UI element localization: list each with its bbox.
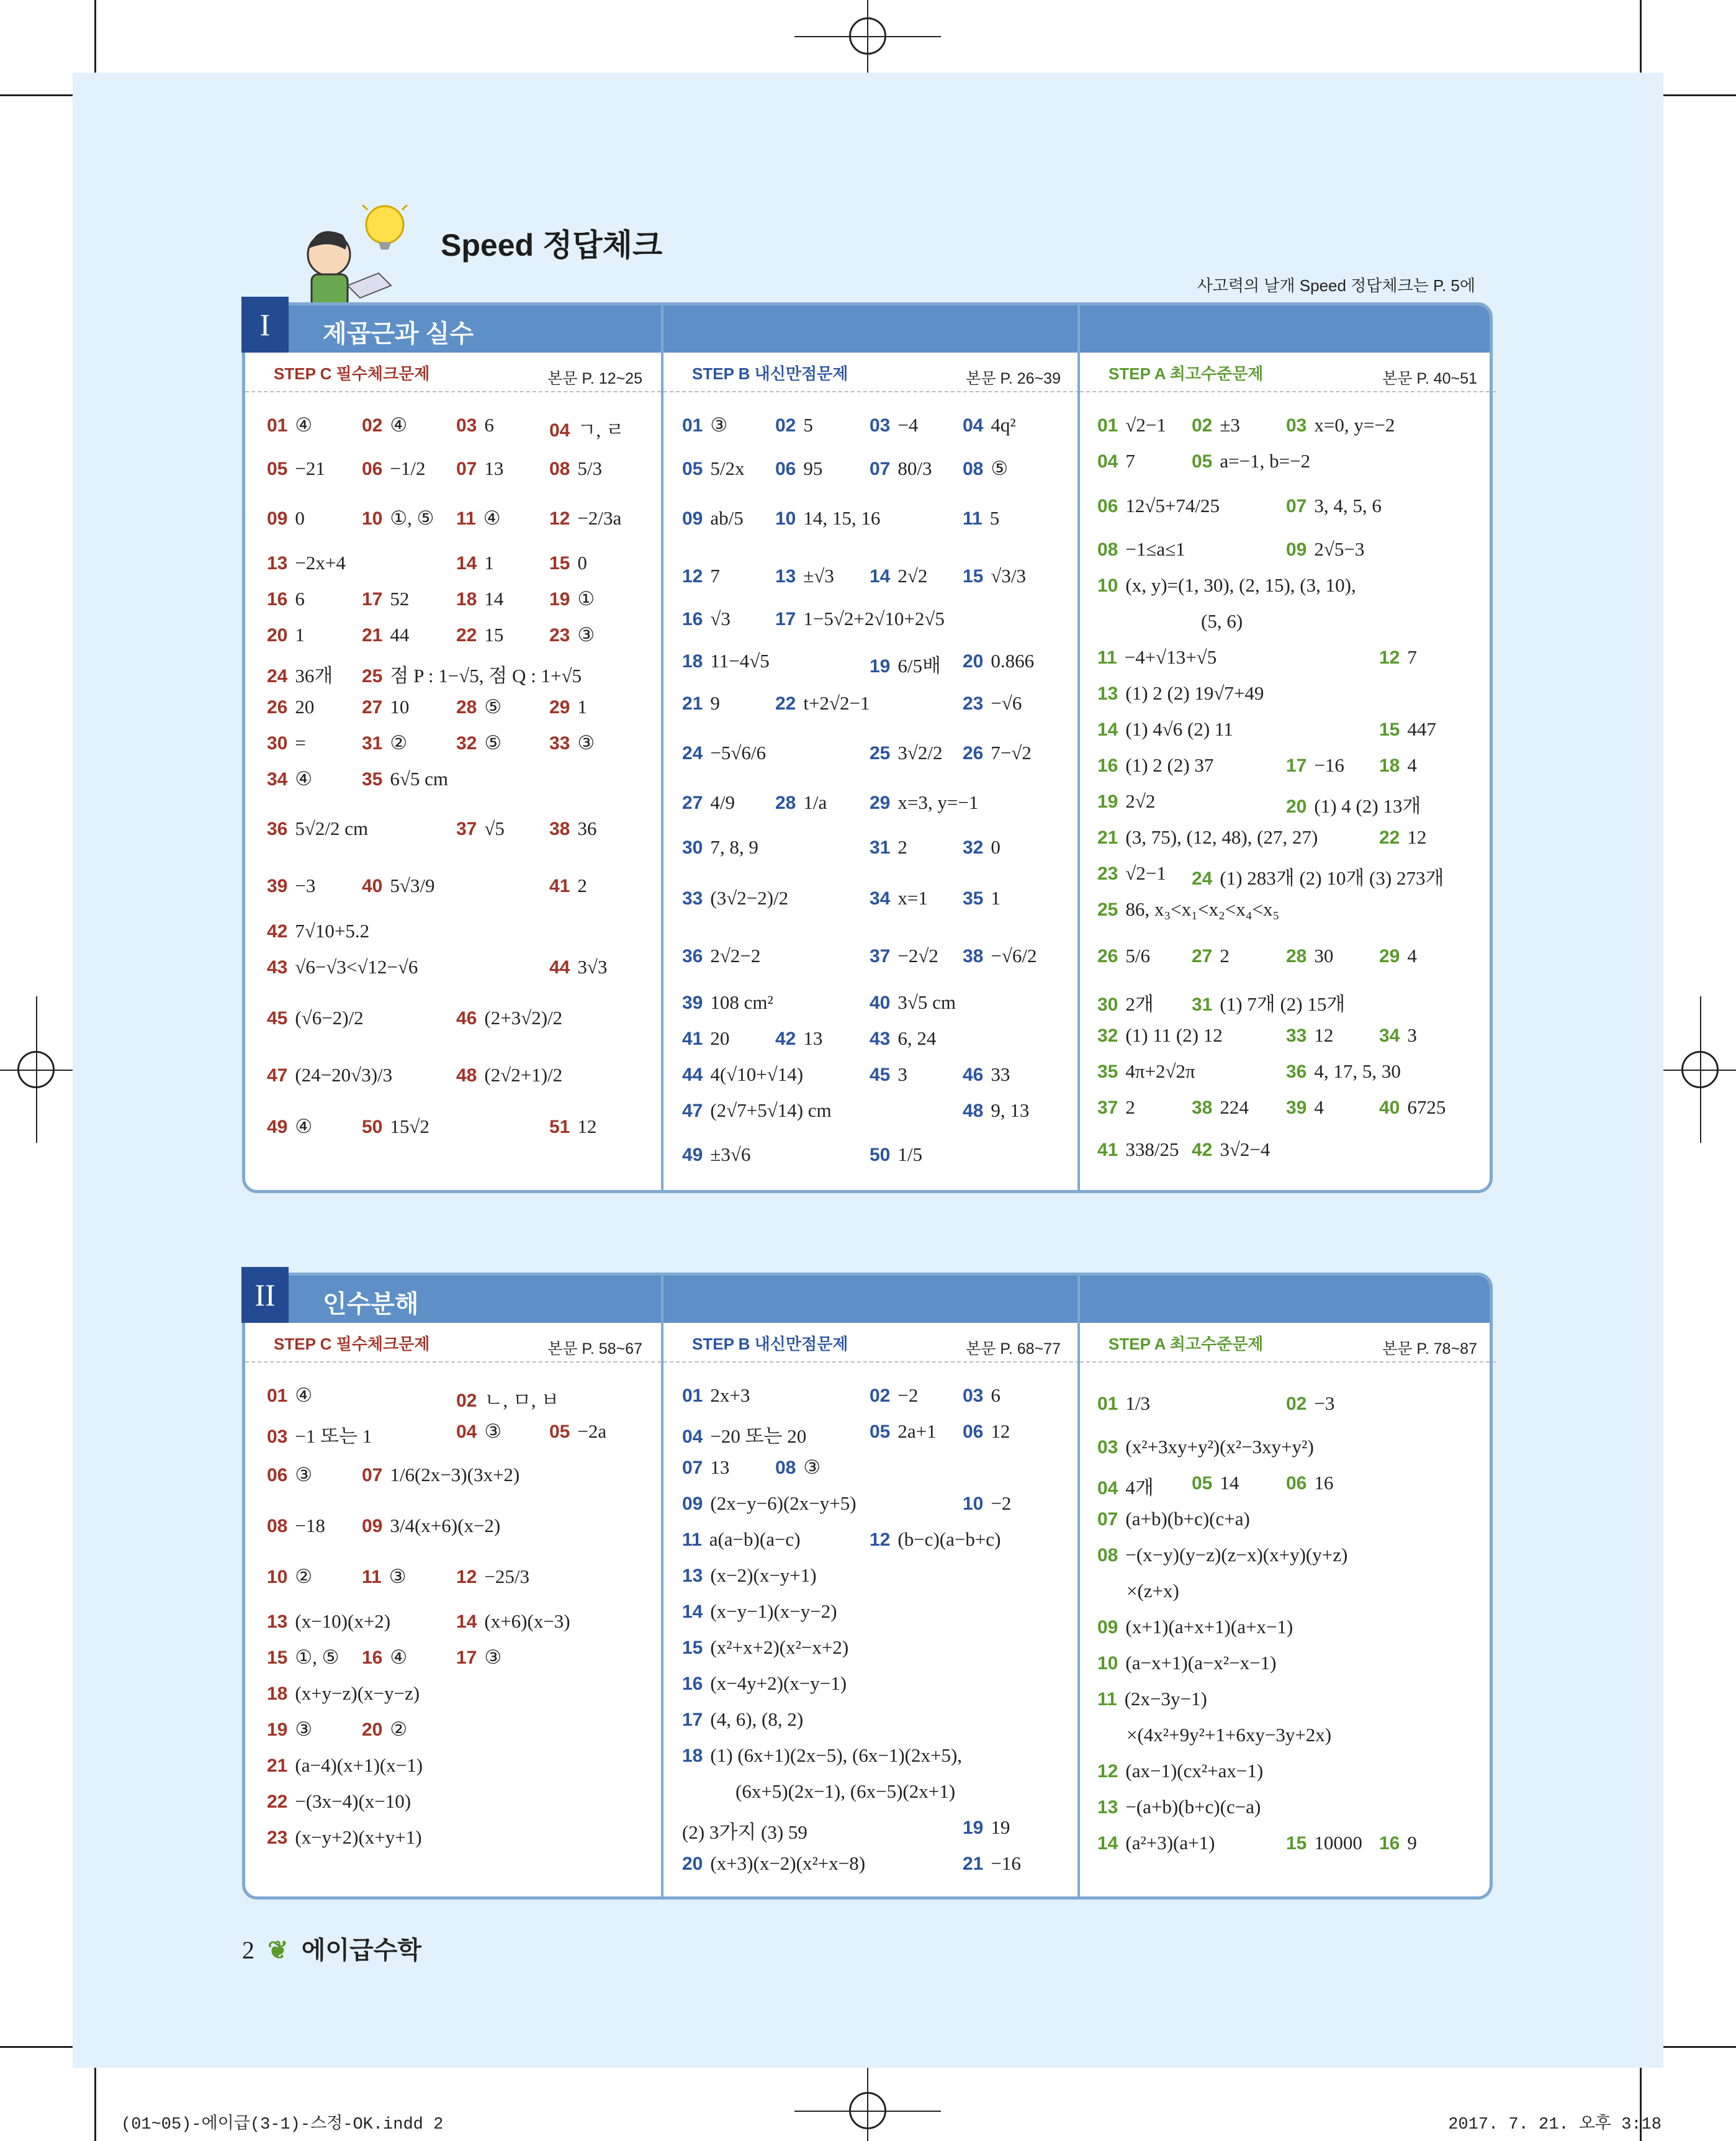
answer: (6x+5)(2x−1), (6x−5)(2x+1) xyxy=(735,1780,956,1802)
answer: 35 1 xyxy=(963,887,1001,909)
answer: 42 7√10+5.2 xyxy=(267,920,370,942)
answer: 08 −18 xyxy=(267,1515,325,1536)
answer: 39 108 cm² xyxy=(682,991,773,1013)
answer: 19 19 xyxy=(963,1816,1010,1838)
answer: 02 ㄴ, ㅁ, ㅂ xyxy=(456,1389,560,1411)
answer: 11 (2x−3y−1) xyxy=(1097,1688,1207,1710)
answer: 03 6 xyxy=(456,414,494,436)
page-ref: 본문 P. 68~77 xyxy=(966,1340,1061,1358)
answer: 04 ㄱ, ㄹ xyxy=(549,419,624,441)
answer: 14 (1) 4√6 (2) 11 xyxy=(1097,718,1233,740)
answer: 16 9 xyxy=(1379,1832,1417,1854)
answer: 17 −16 xyxy=(1286,754,1344,776)
answer: 20 1 xyxy=(267,624,305,646)
answer: (5, 6) xyxy=(1201,610,1243,632)
answer: 02 5 xyxy=(775,414,813,436)
answer: 14 2√2 xyxy=(870,565,928,587)
answer: 05 −2a xyxy=(549,1420,607,1442)
section-2-step-a xyxy=(1077,1276,1496,1896)
answer: 09 0 xyxy=(267,507,305,529)
answer: 21 (a−4)(x+1)(x−1) xyxy=(267,1754,423,1776)
answer: 14 (a²+3)(a+1) xyxy=(1097,1832,1215,1854)
answer: 20 (x+3)(x−2)(x²+x−8) xyxy=(682,1852,866,1874)
answer: 13 −2x+4 xyxy=(267,552,346,574)
page-ref: 본문 P. 58~67 xyxy=(547,1340,642,1358)
answer: 22 12 xyxy=(1379,826,1427,848)
section-2-numeral: II xyxy=(241,1267,289,1323)
page-ref: 본문 P. 78~87 xyxy=(1382,1340,1477,1358)
answer: 06 16 xyxy=(1286,1472,1334,1494)
answer: 43 6, 24 xyxy=(870,1027,937,1049)
answer: 09 2√5−3 xyxy=(1286,538,1365,560)
crop-mark xyxy=(94,2068,96,2141)
registration-line xyxy=(1700,996,1701,1143)
answer: 01 ④ xyxy=(267,414,313,436)
answer: 36 2√2−2 xyxy=(682,945,761,967)
answer: 25 3√2/2 xyxy=(870,742,943,764)
answer: 03 x=0, y=−2 xyxy=(1286,414,1395,436)
answer: 28 1/a xyxy=(775,791,827,813)
answer: 13 (x−2)(x−y+1) xyxy=(682,1564,817,1586)
answer: 30 7, 8, 9 xyxy=(682,836,758,858)
answer: 35 6√5 cm xyxy=(362,768,449,790)
answer: 18 (1) (6x+1)(2x−5), (6x−1)(2x+5), xyxy=(682,1744,963,1766)
answer: 05 a=−1, b=−2 xyxy=(1192,450,1311,472)
answer: 06 12√5+74/25 xyxy=(1097,495,1220,516)
answer: 24 (1) 283개 (2) 10개 (3) 273개 xyxy=(1192,867,1444,889)
answer: 45 (√6−2)/2 xyxy=(267,1007,364,1029)
answer: 38 224 xyxy=(1192,1096,1249,1118)
answer: 11 ③ xyxy=(362,1566,407,1587)
answer: 16 ④ xyxy=(362,1646,408,1668)
answer: 23 ③ xyxy=(549,624,595,646)
answer: 10 (x, y)=(1, 30), (2, 15), (3, 10), xyxy=(1097,574,1356,596)
answer: 18 11−4√5 xyxy=(682,650,770,672)
answer: 45 3 xyxy=(870,1063,907,1085)
crop-mark xyxy=(0,94,73,96)
answer: 29 x=3, y=−1 xyxy=(870,791,979,813)
answer: 16 √3 xyxy=(682,608,731,629)
answer: 27 10 xyxy=(362,696,410,718)
answer: 06 −1/2 xyxy=(362,457,426,479)
answer: 07 80/3 xyxy=(870,457,932,479)
column-header xyxy=(663,353,1079,392)
answer: 06 ③ xyxy=(267,1464,313,1485)
answer: 47 (2√7+5√14) cm xyxy=(682,1099,832,1121)
answer: (2) 3가지 (3) 59 xyxy=(682,1821,807,1843)
answer: 12 7 xyxy=(1379,646,1417,668)
answer: 31 (1) 7개 (2) 15개 xyxy=(1192,993,1346,1015)
answer: 51 12 xyxy=(549,1116,597,1137)
answer: 21 (3, 75), (12, 48), (27, 27) xyxy=(1097,826,1318,848)
answer: 31 2 xyxy=(870,836,907,858)
section-1-title: 제곱근과 실수 xyxy=(323,320,474,348)
answer: 08 ③ xyxy=(775,1456,821,1478)
answer: 10 ② xyxy=(267,1566,313,1587)
answer: 11 ④ xyxy=(456,507,501,529)
print-slug-file: (01~05)-에이급(3-1)-스정-OK.indd 2 xyxy=(121,2116,444,2134)
answer: 06 95 xyxy=(775,457,823,479)
answer: 50 1/5 xyxy=(870,1143,922,1165)
answer: 21 −16 xyxy=(963,1852,1021,1874)
answer: 13 −(a+b)(b+c)(c−a) xyxy=(1097,1796,1261,1818)
answer: 22 t+2√2−1 xyxy=(775,692,870,714)
answer: 23 −√6 xyxy=(963,692,1022,714)
answer: 33 (3√2−2)/2 xyxy=(682,887,789,909)
step-label: STEP B 내신만점문제 xyxy=(692,364,848,383)
registration-line xyxy=(867,0,868,73)
answer: 26 5/6 xyxy=(1097,945,1150,967)
answer: 07 13 xyxy=(456,457,504,479)
crop-mark xyxy=(1663,94,1736,96)
answer: 15 √3/3 xyxy=(963,565,1027,587)
answer: 19 ① xyxy=(549,588,595,610)
answer: 08 −(x−y)(y−z)(z−x)(x+y)(y+z) xyxy=(1097,1544,1348,1566)
answer: 02 −3 xyxy=(1286,1392,1335,1414)
answer: 19 2√2 xyxy=(1097,790,1156,812)
crop-mark xyxy=(0,2046,73,2048)
answer: 13 ±√3 xyxy=(775,565,834,587)
answer: 02 −2 xyxy=(870,1384,919,1406)
answer: 48 (2√2+1)/2 xyxy=(456,1064,563,1086)
answer: 19 ③ xyxy=(267,1718,313,1740)
answer: 49 ±3√6 xyxy=(682,1143,751,1165)
answer: 13 (x−10)(x+2) xyxy=(267,1610,391,1632)
registration-line xyxy=(36,996,37,1143)
answer: 20 ② xyxy=(362,1718,408,1740)
answer: 24 36개 xyxy=(267,665,333,687)
answer: 04 ③ xyxy=(456,1420,502,1442)
answer: 11 −4+√13+√5 xyxy=(1097,646,1217,668)
step-label: STEP B 내신만점문제 xyxy=(692,1335,848,1353)
answer: 29 4 xyxy=(1379,945,1417,967)
section-2-panel xyxy=(242,1273,1493,1900)
answer: 19 6/5배 xyxy=(870,655,941,677)
answer: 42 13 xyxy=(775,1027,823,1049)
answer: 41 2 xyxy=(549,875,587,896)
column-header xyxy=(245,353,661,392)
answer: 33 ③ xyxy=(549,732,595,754)
section-1-panel xyxy=(242,302,1493,1193)
answer: 02 ④ xyxy=(362,414,408,436)
answer: 08 5/3 xyxy=(549,457,602,479)
page-ref: 본문 P. 12~25 xyxy=(547,370,642,387)
answer: 10 (a−x+1)(a−x²−x−1) xyxy=(1097,1652,1277,1674)
answer: 28 ⑤ xyxy=(456,696,502,718)
answer: 46 33 xyxy=(963,1063,1010,1085)
answer: 12 7 xyxy=(682,565,720,587)
page-footer xyxy=(242,1931,421,1966)
answer: 06 12 xyxy=(963,1420,1010,1442)
answer: 03 −1 또는 1 xyxy=(267,1425,372,1447)
answer: 34 x=1 xyxy=(870,887,928,909)
answer: 14 (x−y−1)(x−y−2) xyxy=(682,1600,837,1622)
answer: 15 10000 xyxy=(1286,1832,1362,1854)
answer: 10 14, 15, 16 xyxy=(775,507,881,529)
answer: 23 (x−y+2)(x+y+1) xyxy=(267,1826,422,1848)
answer: 04 7 xyxy=(1097,450,1135,472)
answer: 41 20 xyxy=(682,1027,730,1049)
section-1-step-a xyxy=(1077,305,1496,1190)
answer: 25 점 P : 1−√5, 점 Q : 1+√5 xyxy=(362,665,582,687)
answer: 36 5√2/2 cm xyxy=(267,818,369,839)
answer: 30 2개 xyxy=(1097,993,1154,1015)
answer: 17 1−5√2+2√10+2√5 xyxy=(775,608,945,629)
column-header xyxy=(245,1323,661,1363)
answer: 40 6725 xyxy=(1379,1096,1446,1118)
answer: 44 3√3 xyxy=(549,956,608,978)
answer: 20 (1) 4 (2) 13개 xyxy=(1286,795,1421,817)
answer: 17 ③ xyxy=(456,1646,502,1668)
answer: 07 3, 4, 5, 6 xyxy=(1286,495,1382,516)
answer: 09 (x+1)(a+x+1)(a+x−1) xyxy=(1097,1616,1293,1638)
answer: 04 4q² xyxy=(963,414,1016,436)
student-lightbulb-illustration xyxy=(298,205,434,310)
leaf-icon: ❦ xyxy=(268,1937,289,1964)
page-ref: 본문 P. 40~51 xyxy=(1382,370,1477,387)
answer: 16 6 xyxy=(267,588,305,610)
answer: 17 52 xyxy=(362,588,410,610)
answer: 34 ④ xyxy=(267,768,313,790)
section-2-step-b xyxy=(661,1276,1079,1896)
answer: 13 (1) 2 (2) 19√7+49 xyxy=(1097,682,1264,704)
column-header xyxy=(1080,353,1496,392)
answer: 37 √5 xyxy=(456,818,505,839)
answer: 07 1/6(2x−3)(3x+2) xyxy=(362,1464,520,1485)
answer: 05 5/2x xyxy=(682,457,745,479)
answer: 14 (x+6)(x−3) xyxy=(456,1610,570,1632)
answer: 03 (x²+3xy+y²)(x²−3xy+y²) xyxy=(1097,1436,1314,1458)
answer: 40 5√3/9 xyxy=(362,875,435,896)
answer: 01 ③ xyxy=(682,414,728,436)
crop-mark xyxy=(1640,0,1642,73)
answer: 35 4π+2√2π xyxy=(1097,1060,1195,1082)
answer: ×(z+x) xyxy=(1127,1580,1179,1602)
speed-check-note: 사고력의 날개 Speed 정답체크는 P. 5에 xyxy=(1197,276,1475,295)
answer: 38 36 xyxy=(549,818,597,839)
answer: 28 30 xyxy=(1286,945,1334,967)
step-label: STEP A 최고수준문제 xyxy=(1109,364,1264,383)
answer: 22 15 xyxy=(456,624,504,646)
answer: 15 ①, ⑤ xyxy=(267,1646,340,1668)
answer: 47 (24−20√3)/3 xyxy=(267,1064,393,1086)
answer: 10 ①, ⑤ xyxy=(362,507,434,529)
answer: 20 0.866 xyxy=(963,650,1035,672)
column-header xyxy=(663,1323,1079,1363)
page-ref: 본문 P. 26~39 xyxy=(966,370,1061,387)
answer: 10 −2 xyxy=(963,1492,1012,1514)
answer: 32 ⑤ xyxy=(456,732,502,754)
answer: 16 (1) 2 (2) 37 xyxy=(1097,754,1214,776)
answer: 16 (x−4y+2)(x−y−1) xyxy=(682,1672,847,1694)
answer: 36 4, 17, 5, 30 xyxy=(1286,1060,1401,1082)
answer: 31 ② xyxy=(362,732,408,754)
answer: 15 447 xyxy=(1379,718,1436,740)
page-number: 2 xyxy=(242,1936,254,1964)
answer: 37 2 xyxy=(1097,1096,1135,1118)
answer: 49 ④ xyxy=(267,1116,313,1137)
answer: 01 1/3 xyxy=(1097,1392,1150,1414)
answer: 01 2x+3 xyxy=(682,1384,750,1406)
answer: 11 a(a−b)(a−c) xyxy=(682,1528,801,1550)
answer: 17 (4, 6), (8, 2) xyxy=(682,1708,804,1730)
answer: 08 −1≤a≤1 xyxy=(1097,538,1185,560)
answer: 39 −3 xyxy=(267,875,316,896)
answer: 09 ab/5 xyxy=(682,507,744,529)
answer: 46 (2+3√2)/2 xyxy=(456,1007,563,1029)
answer: 11 5 xyxy=(963,507,1000,529)
answer: 24 −5√6/6 xyxy=(682,742,766,764)
answer: 03 6 xyxy=(963,1384,1001,1406)
section-2-title: 인수분해 xyxy=(323,1291,419,1318)
answer: 32 (1) 11 (2) 12 xyxy=(1097,1024,1223,1046)
section-1-numeral: I xyxy=(241,297,289,353)
answer: 50 15√2 xyxy=(362,1116,430,1137)
answer: 21 9 xyxy=(682,692,720,714)
page-title: Speed 정답체크 xyxy=(441,228,663,263)
answer: 18 4 xyxy=(1379,754,1417,776)
answer: 34 3 xyxy=(1379,1024,1417,1046)
answer: 02 ±3 xyxy=(1192,414,1240,436)
answer: 39 4 xyxy=(1286,1096,1324,1118)
registration-line xyxy=(867,2068,868,2141)
answer: 40 3√5 cm xyxy=(870,991,956,1013)
answer: 04 −20 또는 20 xyxy=(682,1425,807,1447)
section-2-step-c xyxy=(245,1276,661,1896)
answer: 15 0 xyxy=(549,552,587,574)
answer: 07 (a+b)(b+c)(c+a) xyxy=(1097,1508,1250,1530)
section-1-step-b xyxy=(661,305,1079,1190)
answer: 26 7−√2 xyxy=(963,742,1032,764)
answer: 01 ④ xyxy=(267,1384,313,1406)
answer: 38 −√6/2 xyxy=(963,945,1037,967)
answer: 08 ⑤ xyxy=(963,457,1009,479)
step-label: STEP C 필수체크문제 xyxy=(274,364,430,383)
answer: 18 (x+y−z)(x−y−z) xyxy=(267,1682,420,1704)
answer: 04 4개 xyxy=(1097,1477,1154,1499)
answer: 05 14 xyxy=(1192,1472,1239,1494)
answer: 41 338/25 xyxy=(1097,1138,1179,1160)
answer: 48 9, 13 xyxy=(963,1099,1030,1121)
answer: 01 √2−1 xyxy=(1097,414,1166,436)
answer: 42 3√2−4 xyxy=(1192,1138,1271,1160)
answer: 27 4/9 xyxy=(682,791,735,813)
answer: 32 0 xyxy=(963,836,1001,858)
answer: 05 −21 xyxy=(267,457,325,479)
answer: 12 (b−c)(a−b+c) xyxy=(870,1528,1001,1550)
crop-mark xyxy=(1663,2046,1736,2048)
column-header xyxy=(1080,1323,1496,1363)
answer: 25 86, x₃<x₁<x₂<x₄<x₅ xyxy=(1097,898,1280,920)
answer: 12 −2/3a xyxy=(549,507,622,529)
section-1-step-c xyxy=(245,305,661,1190)
answer: ×(4x²+9y²+1+6xy−3y+2x) xyxy=(1127,1724,1332,1746)
answer: 21 44 xyxy=(362,624,410,646)
answer: 15 (x²+x+2)(x²−x+2) xyxy=(682,1636,849,1658)
step-label: STEP A 최고수준문제 xyxy=(1109,1335,1264,1353)
answer: 07 13 xyxy=(682,1456,730,1478)
answer: 33 12 xyxy=(1286,1024,1334,1046)
answer: 12 (ax−1)(cx²+ax−1) xyxy=(1097,1760,1264,1782)
answer: 12 −25/3 xyxy=(456,1566,529,1587)
answer: 29 1 xyxy=(549,696,587,718)
answer: 09 3/4(x+6)(x−2) xyxy=(362,1515,501,1536)
answer: 30 = xyxy=(267,732,306,754)
answer: 09 (2x−y−6)(2x−y+5) xyxy=(682,1492,857,1514)
answer: 27 2 xyxy=(1192,945,1230,967)
step-label: STEP C 필수체크문제 xyxy=(274,1335,430,1353)
answer: 23 √2−1 xyxy=(1097,862,1166,884)
answer: 03 −4 xyxy=(870,414,919,436)
crop-mark xyxy=(94,0,96,73)
answer: 43 √6−√3<√12−√6 xyxy=(267,956,418,978)
print-slug-date: 2017. 7. 21. 오후 3:18 xyxy=(1448,2116,1662,2134)
answer: 37 −2√2 xyxy=(870,945,938,967)
answer: 26 20 xyxy=(267,696,315,718)
answer: 22 −(3x−4)(x−10) xyxy=(267,1790,412,1812)
brand-name: 에이급수학 xyxy=(301,1937,421,1964)
answer: 14 1 xyxy=(456,552,494,574)
answer: 18 14 xyxy=(456,588,504,610)
answer: 05 2a+1 xyxy=(870,1420,937,1442)
answer: 44 4(√10+√14) xyxy=(682,1063,804,1085)
